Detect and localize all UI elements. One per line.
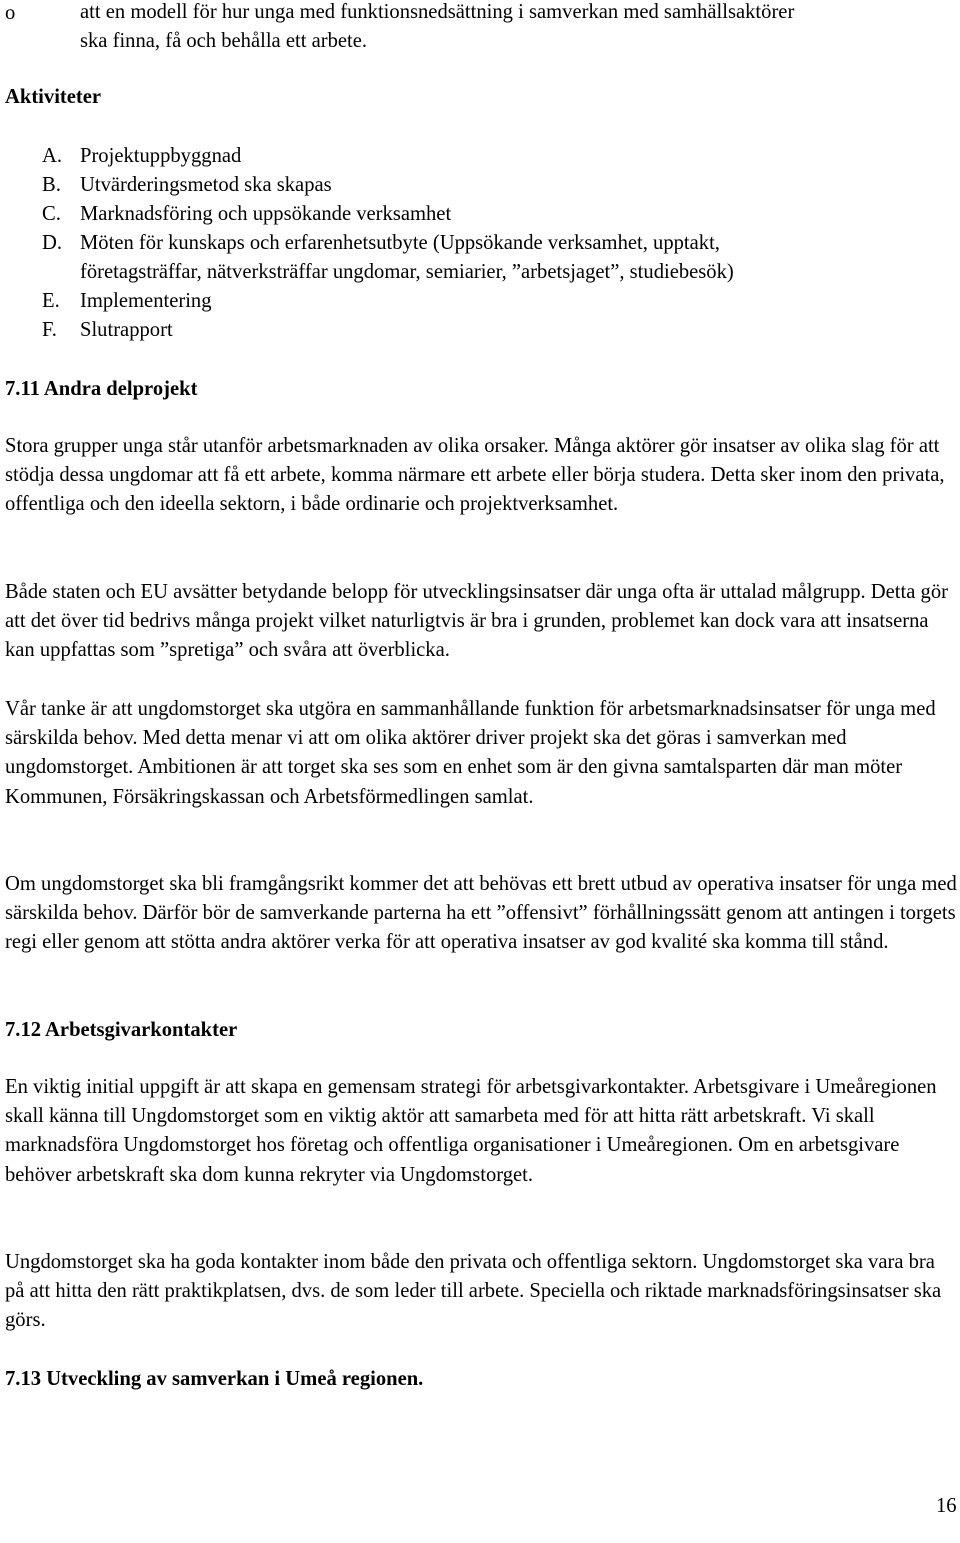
bullet-marker: o [5, 2, 16, 24]
page-number: 16 [936, 1495, 957, 1517]
section-heading-7-11: 7.11 Andra delprojekt [5, 378, 198, 400]
intro-bullet-line-2: ska finna, få och behålla ett arbete. [80, 30, 368, 52]
list-item-text: Möten för kunskaps och erfarenhetsutbyte (Uppsökande verksamhet, upptakt, [80, 232, 720, 254]
paragraph: Både staten och EU avsätter betydande belopp för utvecklingsinsatser där unga ofta är uttalad målgrupp. Detta gör att det över tid bedrivs många projekt vilket naturligtvis är bra i grunden, problemet kan dock vara att insatserna kan uppfattas som ”spretiga” och svåra att överblicka. [5, 581, 948, 662]
list-item-text: Projektuppbyggnad [80, 145, 242, 167]
list-item-letter: F. [42, 319, 57, 341]
list-item-letter: D. [42, 232, 63, 254]
list-item-text: Marknadsföring och uppsökande verksamhet [80, 203, 452, 225]
list-item-letter: A. [42, 145, 63, 167]
paragraph: Ungdomstorget ska ha goda kontakter inom både den privata och offentliga sektorn. Ungdomstorget ska vara bra på att hitta den rätt praktikplatsen, dvs. de som leder till arbete. Speciella och riktade marknadsföringsinsatser ska görs. [5, 1251, 942, 1332]
paragraph: Vår tanke är att ungdomstorget ska utgöra en sammanhållande funktion för arbetsmarknadsinsatser för unga med särskilda behov. Med detta menar vi att om olika aktörer driver projekt ska det göras i samverkan med ungdomstorget. Ambitionen är att torget ska ses som en enhet som är den givna samtalsparten där man möter Kommunen, Försäkringskassan och Arbetsförmedlingen samlat. [5, 698, 936, 808]
list-item-letter: C. [42, 203, 61, 225]
activities-heading: Aktiviteter [5, 86, 102, 108]
section-heading-7-12: 7.12 Arbetsgivarkontakter [5, 1019, 238, 1041]
section-heading-7-13: 7.13 Utveckling av samverkan i Umeå regionen. [5, 1368, 424, 1390]
intro-bullet-line-1: att en modell för hur unga med funktionsnedsättning i samverkan med samhällsaktörer [80, 1, 795, 23]
list-item-text: Slutrapport [80, 319, 173, 341]
list-item-text: Utvärderingsmetod ska skapas [80, 174, 332, 196]
list-item-text: företagsträffar, nätverksträffar ungdomar, semiarier, ”arbetsjaget”, studiebesök) [80, 261, 734, 283]
list-item-letter: E. [42, 290, 60, 312]
list-item-letter: B. [42, 174, 61, 196]
list-item-text: Implementering [80, 290, 212, 312]
paragraph: En viktig initial uppgift är att skapa en gemensam strategi för arbetsgivarkontakter. Arbetsgivare i Umeåregionen skall känna till Ungdomstorget som en viktig aktör att samarbeta med för att hitta rätt arbetskraft. Vi skall marknadsföra Ungdomstorget hos företag och offentliga organisationer i Umeåregionen. Om en arbetsgivare behöver arbetskraft ska dom kunna rekryter via Ungdomstorget. [5, 1076, 937, 1186]
paragraph: Om ungdomstorget ska bli framgångsrikt kommer det att behövas ett brett utbud av operativa insatser för unga med särskilda behov. Därför bör de samverkande parterna ha ett ”offensivt” förhållningssätt genom att antingen i torgets regi eller genom att stötta andra aktörer verka för att operativa insatser av god kvalité ska komma till stånd. [5, 873, 957, 954]
paragraph: Stora grupper unga står utanför arbetsmarknaden av olika orsaker. Många aktörer gör insatser av olika slag för att stödja dessa ungdomar att få ett arbete, komma närmare ett arbete eller börja studera. Detta sker inom den privata, offentliga och den ideella sektorn, i både ordinarie och projektverksamhet. [5, 435, 945, 516]
